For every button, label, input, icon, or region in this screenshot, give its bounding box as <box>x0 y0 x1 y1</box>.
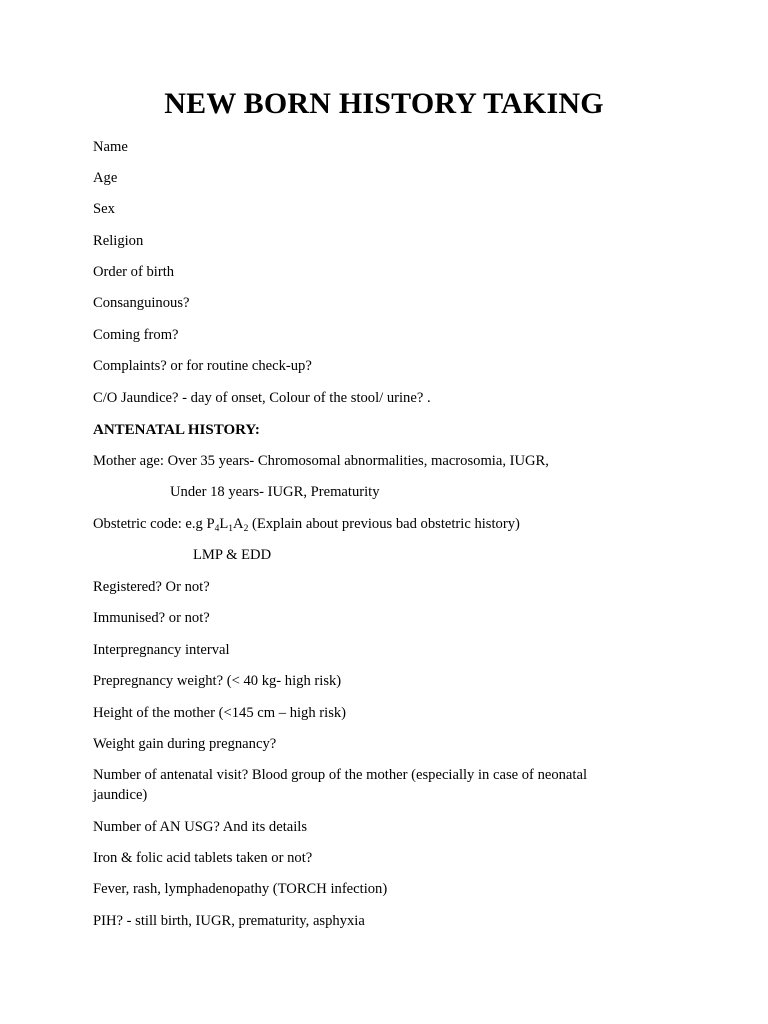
item-height-of-mother: Height of the mother (<145 cm – high risk) <box>93 705 347 721</box>
lmp-edd: LMP & EDD <box>193 547 272 563</box>
item-registered: Registered? Or not? <box>93 579 210 595</box>
item-antenatal-visits: Number of antenatal visit? Blood group of the mother (especially in case of neonatal jaundice) <box>93 767 587 803</box>
obstetric-sub-l: 1 <box>228 524 234 534</box>
field-order-of-birth: Order of birth <box>93 264 175 280</box>
item-pih: PIH? - still birth, IUGR, prematurity, asphyxia <box>93 913 365 929</box>
field-religion: Religion <box>93 233 144 249</box>
field-name: Name <box>93 139 128 155</box>
field-consanguinous: Consanguinous? <box>93 295 190 311</box>
section-heading-antenatal: ANTENATAL HISTORY: <box>93 422 260 438</box>
item-interpregnancy-interval: Interpregnancy interval <box>93 642 230 658</box>
item-fever-rash: Fever, rash, lymphadenopathy (TORCH infection) <box>93 881 388 897</box>
field-jaundice: C/O Jaundice? - day of onset, Colour of the stool/ urine? . <box>93 390 431 406</box>
item-weight-gain: Weight gain during pregnancy? <box>93 736 277 752</box>
item-prepregnancy-weight: Prepregnancy weight? (< 40 kg- high risk) <box>93 673 342 689</box>
mother-age-over: Mother age: Over 35 years- Chromosomal abnormalities, macrosomia, IUGR, <box>93 453 549 469</box>
mother-age-under: Under 18 years- IUGR, Prematurity <box>170 484 380 500</box>
field-coming-from: Coming from? <box>93 327 179 343</box>
obstetric-l: L <box>219 516 229 532</box>
obstetric-code-suffix: (Explain about previous bad obstetric history) <box>248 516 520 532</box>
obstetric-a: A <box>233 516 244 532</box>
obstetric-sub-a: 2 <box>243 524 249 534</box>
obstetric-sub-p: 4 <box>214 524 220 534</box>
item-immunised: Immunised? or not? <box>93 610 210 626</box>
obstetric-code <box>93 514 653 534</box>
field-complaints: Complaints? or for routine check-up? <box>93 358 312 374</box>
field-age: Age <box>93 170 118 186</box>
item-iron-folic-acid: Iron & folic acid tablets taken or not? <box>93 850 313 866</box>
item-an-usg: Number of AN USG? And its details <box>93 819 308 835</box>
page-title: NEW BORN HISTORY TAKING <box>164 87 604 120</box>
obstetric-code-prefix: Obstetric code: e.g P <box>93 516 215 532</box>
field-sex: Sex <box>93 201 115 217</box>
